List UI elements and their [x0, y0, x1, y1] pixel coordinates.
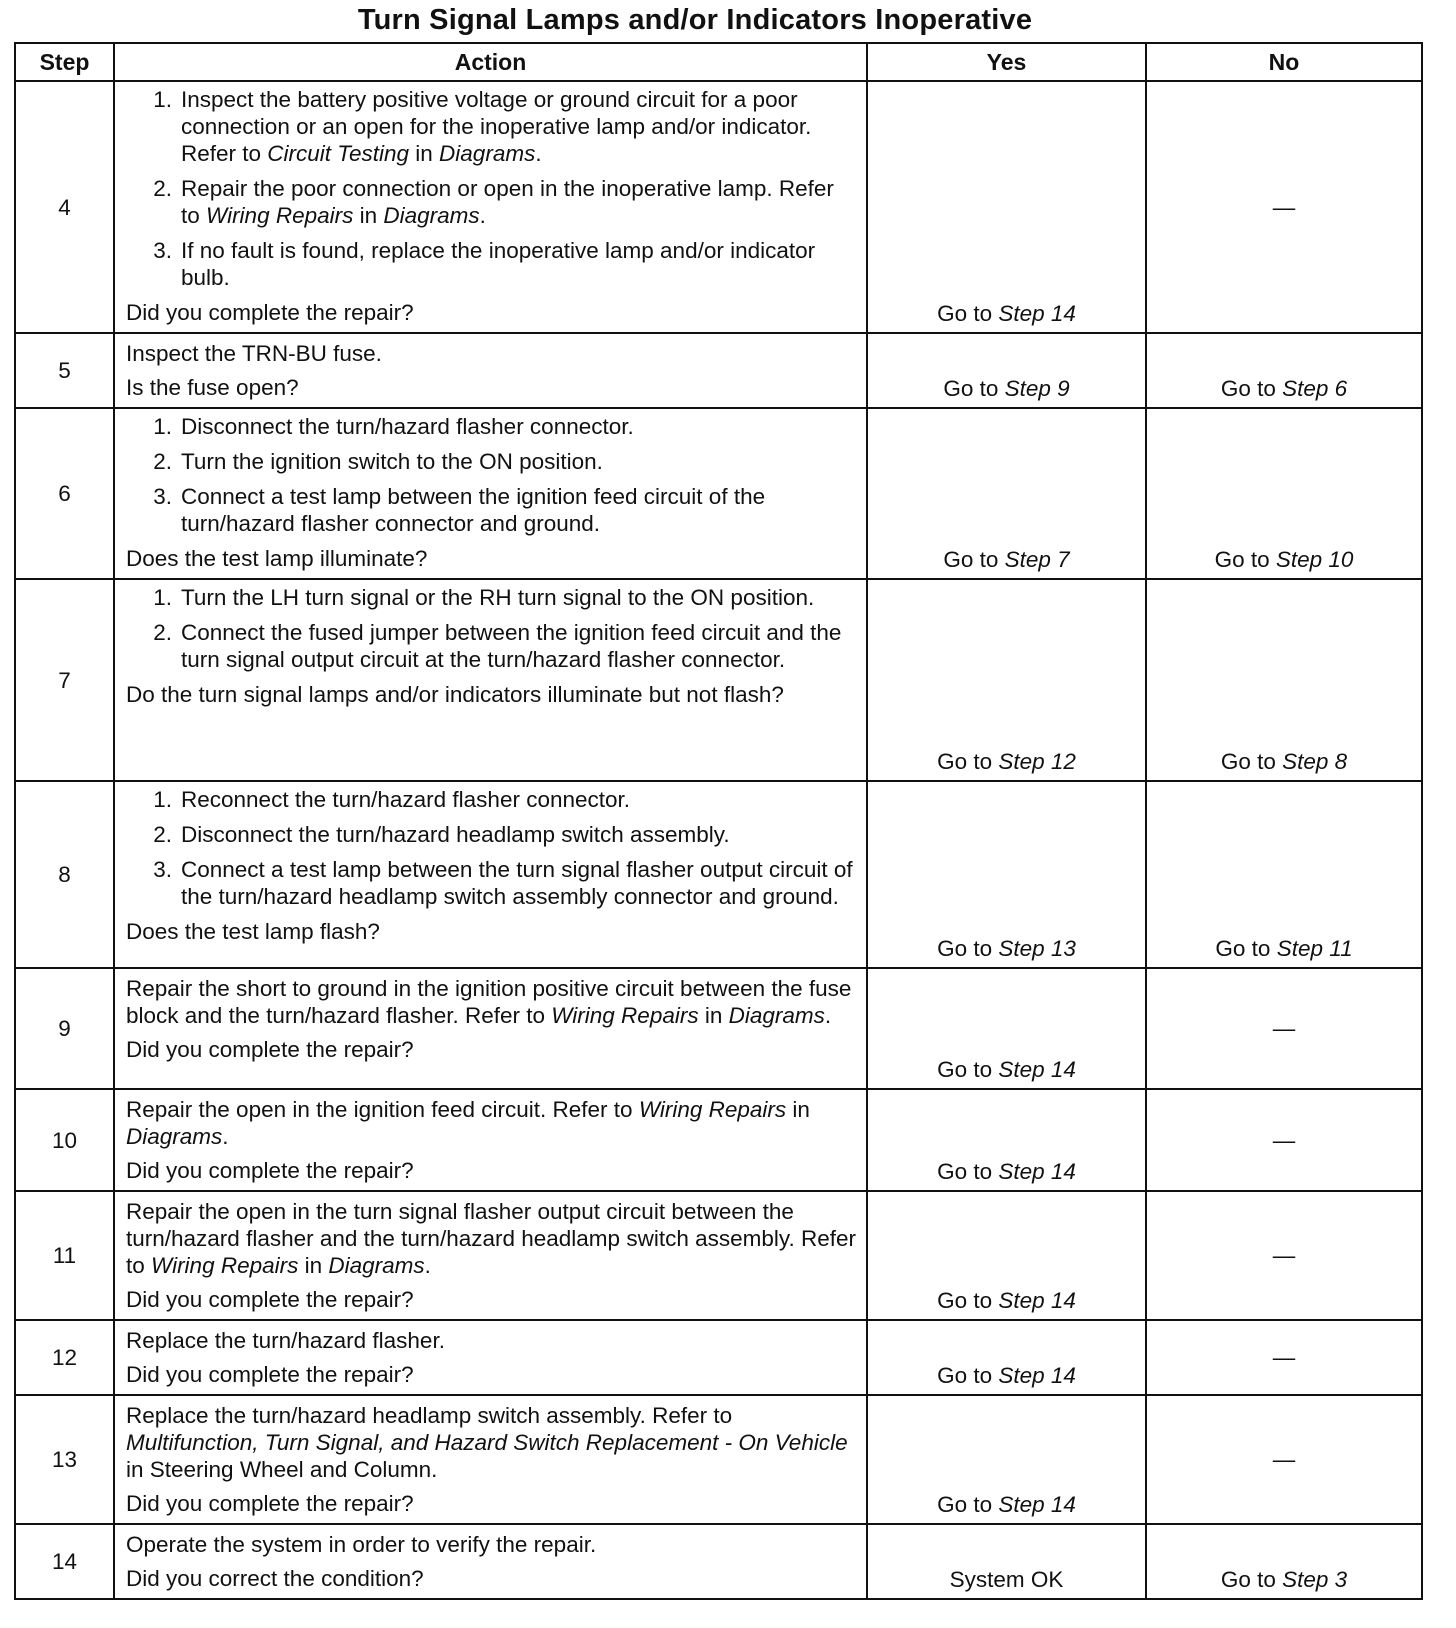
step-reference: Step 8	[1282, 749, 1348, 774]
action-cell	[114, 1524, 867, 1599]
table-row	[15, 579, 1422, 781]
action-instruction: Repair the open in the turn signal flasher output circuit between the turn/hazard flasher and the turn/hazard headlamp switch assembly. Refer to Wiring Repairs in Diagrams.	[126, 1199, 856, 1278]
action-question: Did you complete the repair?	[126, 1491, 414, 1516]
no-result: Go to Step 10	[1146, 408, 1422, 579]
table-header-row	[15, 43, 1422, 81]
step-reference: Step 14	[998, 1057, 1076, 1082]
action-question: Did you correct the condition?	[126, 1566, 424, 1591]
yes-result: Go to Step 7	[867, 408, 1146, 579]
step-reference: Step 11	[1276, 936, 1353, 961]
step-number: 4	[15, 81, 114, 333]
substep-text: Connect the fused jumper between the ignition feed circuit and the turn signal output circuit at the turn/hazard flasher connector.	[181, 620, 842, 672]
action-instruction: Inspect the TRN-BU fuse.	[126, 341, 382, 366]
substep-text: If no fault is found, replace the inoperative lamp and/or indicator bulb.	[181, 238, 816, 290]
action-question: Does the test lamp flash?	[126, 919, 380, 944]
action-question: Did you complete the repair?	[126, 1037, 414, 1062]
action-cell	[114, 408, 867, 579]
step-reference: Step 9	[1004, 376, 1070, 401]
no-result: Go to Step 8	[1146, 579, 1422, 781]
no-result-empty: —	[1146, 1320, 1422, 1395]
substep-text: Inspect the battery positive voltage or ground circuit for a poor connection or an open for the inoperative lamp and/or indicator. Refer to Circuit Testing in Diagrams.	[181, 87, 812, 166]
action-question: Does the test lamp illuminate?	[126, 546, 428, 571]
action-cell	[114, 81, 867, 333]
substep-text: Connect a test lamp between the ignition feed circuit of the turn/hazard flasher connector and ground.	[181, 484, 766, 536]
step-number: 9	[15, 968, 114, 1089]
step-number: 7	[15, 579, 114, 781]
action-cell	[114, 781, 867, 968]
yes-result: Go to Step 14	[867, 1191, 1146, 1320]
substep-number: 3.	[153, 484, 172, 509]
action-cell	[114, 333, 867, 408]
yes-result: Go to Step 14	[867, 81, 1146, 333]
no-result: Go to Step 11	[1146, 781, 1422, 968]
yes-result: Go to Step 14	[867, 1320, 1146, 1395]
yes-result: Go to Step 14	[867, 1089, 1146, 1191]
no-result-empty: —	[1146, 1395, 1422, 1524]
step-reference: Step 14	[998, 1288, 1076, 1313]
no-result-empty: —	[1146, 968, 1422, 1089]
yes-result: Go to Step 14	[867, 968, 1146, 1089]
step-reference: Step 14	[998, 1363, 1076, 1388]
step-reference: Step 10	[1275, 547, 1354, 572]
action-instruction: Repair the short to ground in the ignition positive circuit between the fuse block and the turn/hazard flasher. Refer to Wiring Repairs in Diagrams.	[126, 976, 852, 1028]
diagnostic-table	[14, 42, 1423, 1600]
substep-text: Turn the LH turn signal or the RH turn signal to the ON position.	[181, 585, 815, 610]
list-item	[126, 619, 856, 673]
yes-result: Go to Step 9	[867, 333, 1146, 408]
list-item	[126, 86, 856, 167]
list-item	[126, 856, 856, 910]
table-row	[15, 1320, 1422, 1395]
table-row	[15, 781, 1422, 968]
action-instruction: Repair the open in the ignition feed circuit. Refer to Wiring Repairs in Diagrams.	[126, 1097, 810, 1149]
action-cell	[114, 968, 867, 1089]
list-item	[126, 413, 856, 440]
step-number: 10	[15, 1089, 114, 1191]
no-result-empty: —	[1146, 81, 1422, 333]
action-cell	[114, 1320, 867, 1395]
action-instruction: Replace the turn/hazard headlamp switch assembly. Refer to Multifunction, Turn Signal, and Hazard Switch Replacement - On Vehicle in Steering Wheel and Column.	[126, 1403, 848, 1482]
list-item	[126, 448, 856, 475]
action-substeps	[126, 584, 856, 673]
header-no: No	[1146, 43, 1422, 81]
list-item	[126, 584, 856, 611]
action-cell	[114, 579, 867, 781]
substep-number: 3.	[153, 857, 172, 882]
table-row	[15, 333, 1422, 408]
substep-number: 2.	[153, 620, 172, 645]
list-item	[126, 786, 856, 813]
header-action: Action	[114, 43, 867, 81]
substep-number: 2.	[153, 822, 172, 847]
step-reference: Step 6	[1282, 376, 1348, 401]
action-cell	[114, 1089, 867, 1191]
action-question: Did you complete the repair?	[126, 1362, 414, 1387]
action-substeps	[126, 413, 856, 537]
substep-number: 1.	[153, 87, 172, 112]
list-item	[126, 483, 856, 537]
step-reference: Step 13	[998, 936, 1076, 961]
step-reference: Step 7	[1004, 547, 1070, 572]
header-step: Step	[15, 43, 114, 81]
action-cell	[114, 1191, 867, 1320]
header-yes: Yes	[867, 43, 1146, 81]
no-result: Go to Step 6	[1146, 333, 1422, 408]
table-row	[15, 1395, 1422, 1524]
action-instruction: Replace the turn/hazard flasher.	[126, 1328, 445, 1353]
substep-text: Disconnect the turn/hazard headlamp switch assembly.	[181, 822, 730, 847]
step-number: 14	[15, 1524, 114, 1599]
action-question: Do the turn signal lamps and/or indicators illuminate but not flash?	[126, 682, 784, 707]
action-substeps	[126, 86, 856, 291]
step-number: 8	[15, 781, 114, 968]
step-reference: Step 12	[998, 749, 1076, 774]
table-body	[15, 81, 1422, 1599]
list-item	[126, 175, 856, 229]
step-number: 12	[15, 1320, 114, 1395]
substep-number: 3.	[153, 238, 172, 263]
action-question: Did you complete the repair?	[126, 300, 414, 325]
step-reference: Step 14	[998, 1159, 1076, 1184]
step-reference: Step 14	[998, 1492, 1076, 1517]
action-question: Is the fuse open?	[126, 375, 299, 400]
action-instruction: Operate the system in order to verify the repair.	[126, 1532, 597, 1557]
step-number: 11	[15, 1191, 114, 1320]
table-row	[15, 1524, 1422, 1599]
table-row	[15, 1191, 1422, 1320]
action-substeps	[126, 786, 856, 910]
page-title: Turn Signal Lamps and/or Indicators Inoperative	[357, 4, 1033, 36]
list-item	[126, 237, 856, 291]
step-reference: Step 14	[998, 301, 1076, 326]
action-question: Did you complete the repair?	[126, 1158, 414, 1183]
action-cell	[114, 1395, 867, 1524]
yes-result: System OK	[867, 1524, 1146, 1599]
yes-result: Go to Step 14	[867, 1395, 1146, 1524]
substep-number: 2.	[153, 449, 172, 474]
substep-text: Turn the ignition switch to the ON position.	[181, 449, 603, 474]
substep-text: Disconnect the turn/hazard flasher connector.	[181, 414, 634, 439]
table-row	[15, 1089, 1422, 1191]
no-result-empty: —	[1146, 1089, 1422, 1191]
substep-number: 2.	[153, 176, 172, 201]
substep-number: 1.	[153, 585, 172, 610]
step-number: 6	[15, 408, 114, 579]
step-number: 5	[15, 333, 114, 408]
yes-result: Go to Step 12	[867, 579, 1146, 781]
substep-text: Reconnect the turn/hazard flasher connector.	[181, 787, 631, 812]
no-result-empty: —	[1146, 1191, 1422, 1320]
substep-text: Repair the poor connection or open in the inoperative lamp. Refer to Wiring Repairs in Diagrams.	[181, 176, 834, 228]
step-number: 13	[15, 1395, 114, 1524]
no-result: Go to Step 3	[1146, 1524, 1422, 1599]
substep-text: Connect a test lamp between the turn signal flasher output circuit of the turn/hazard headlamp switch assembly connector and ground.	[181, 857, 853, 909]
substep-number: 1.	[153, 414, 172, 439]
yes-result: Go to Step 13	[867, 781, 1146, 968]
substep-number: 1.	[153, 787, 172, 812]
table-row	[15, 968, 1422, 1089]
step-reference: Step 3	[1282, 1567, 1348, 1592]
action-question: Did you complete the repair?	[126, 1287, 414, 1312]
table-row	[15, 408, 1422, 579]
list-item	[126, 821, 856, 848]
table-row	[15, 81, 1422, 333]
